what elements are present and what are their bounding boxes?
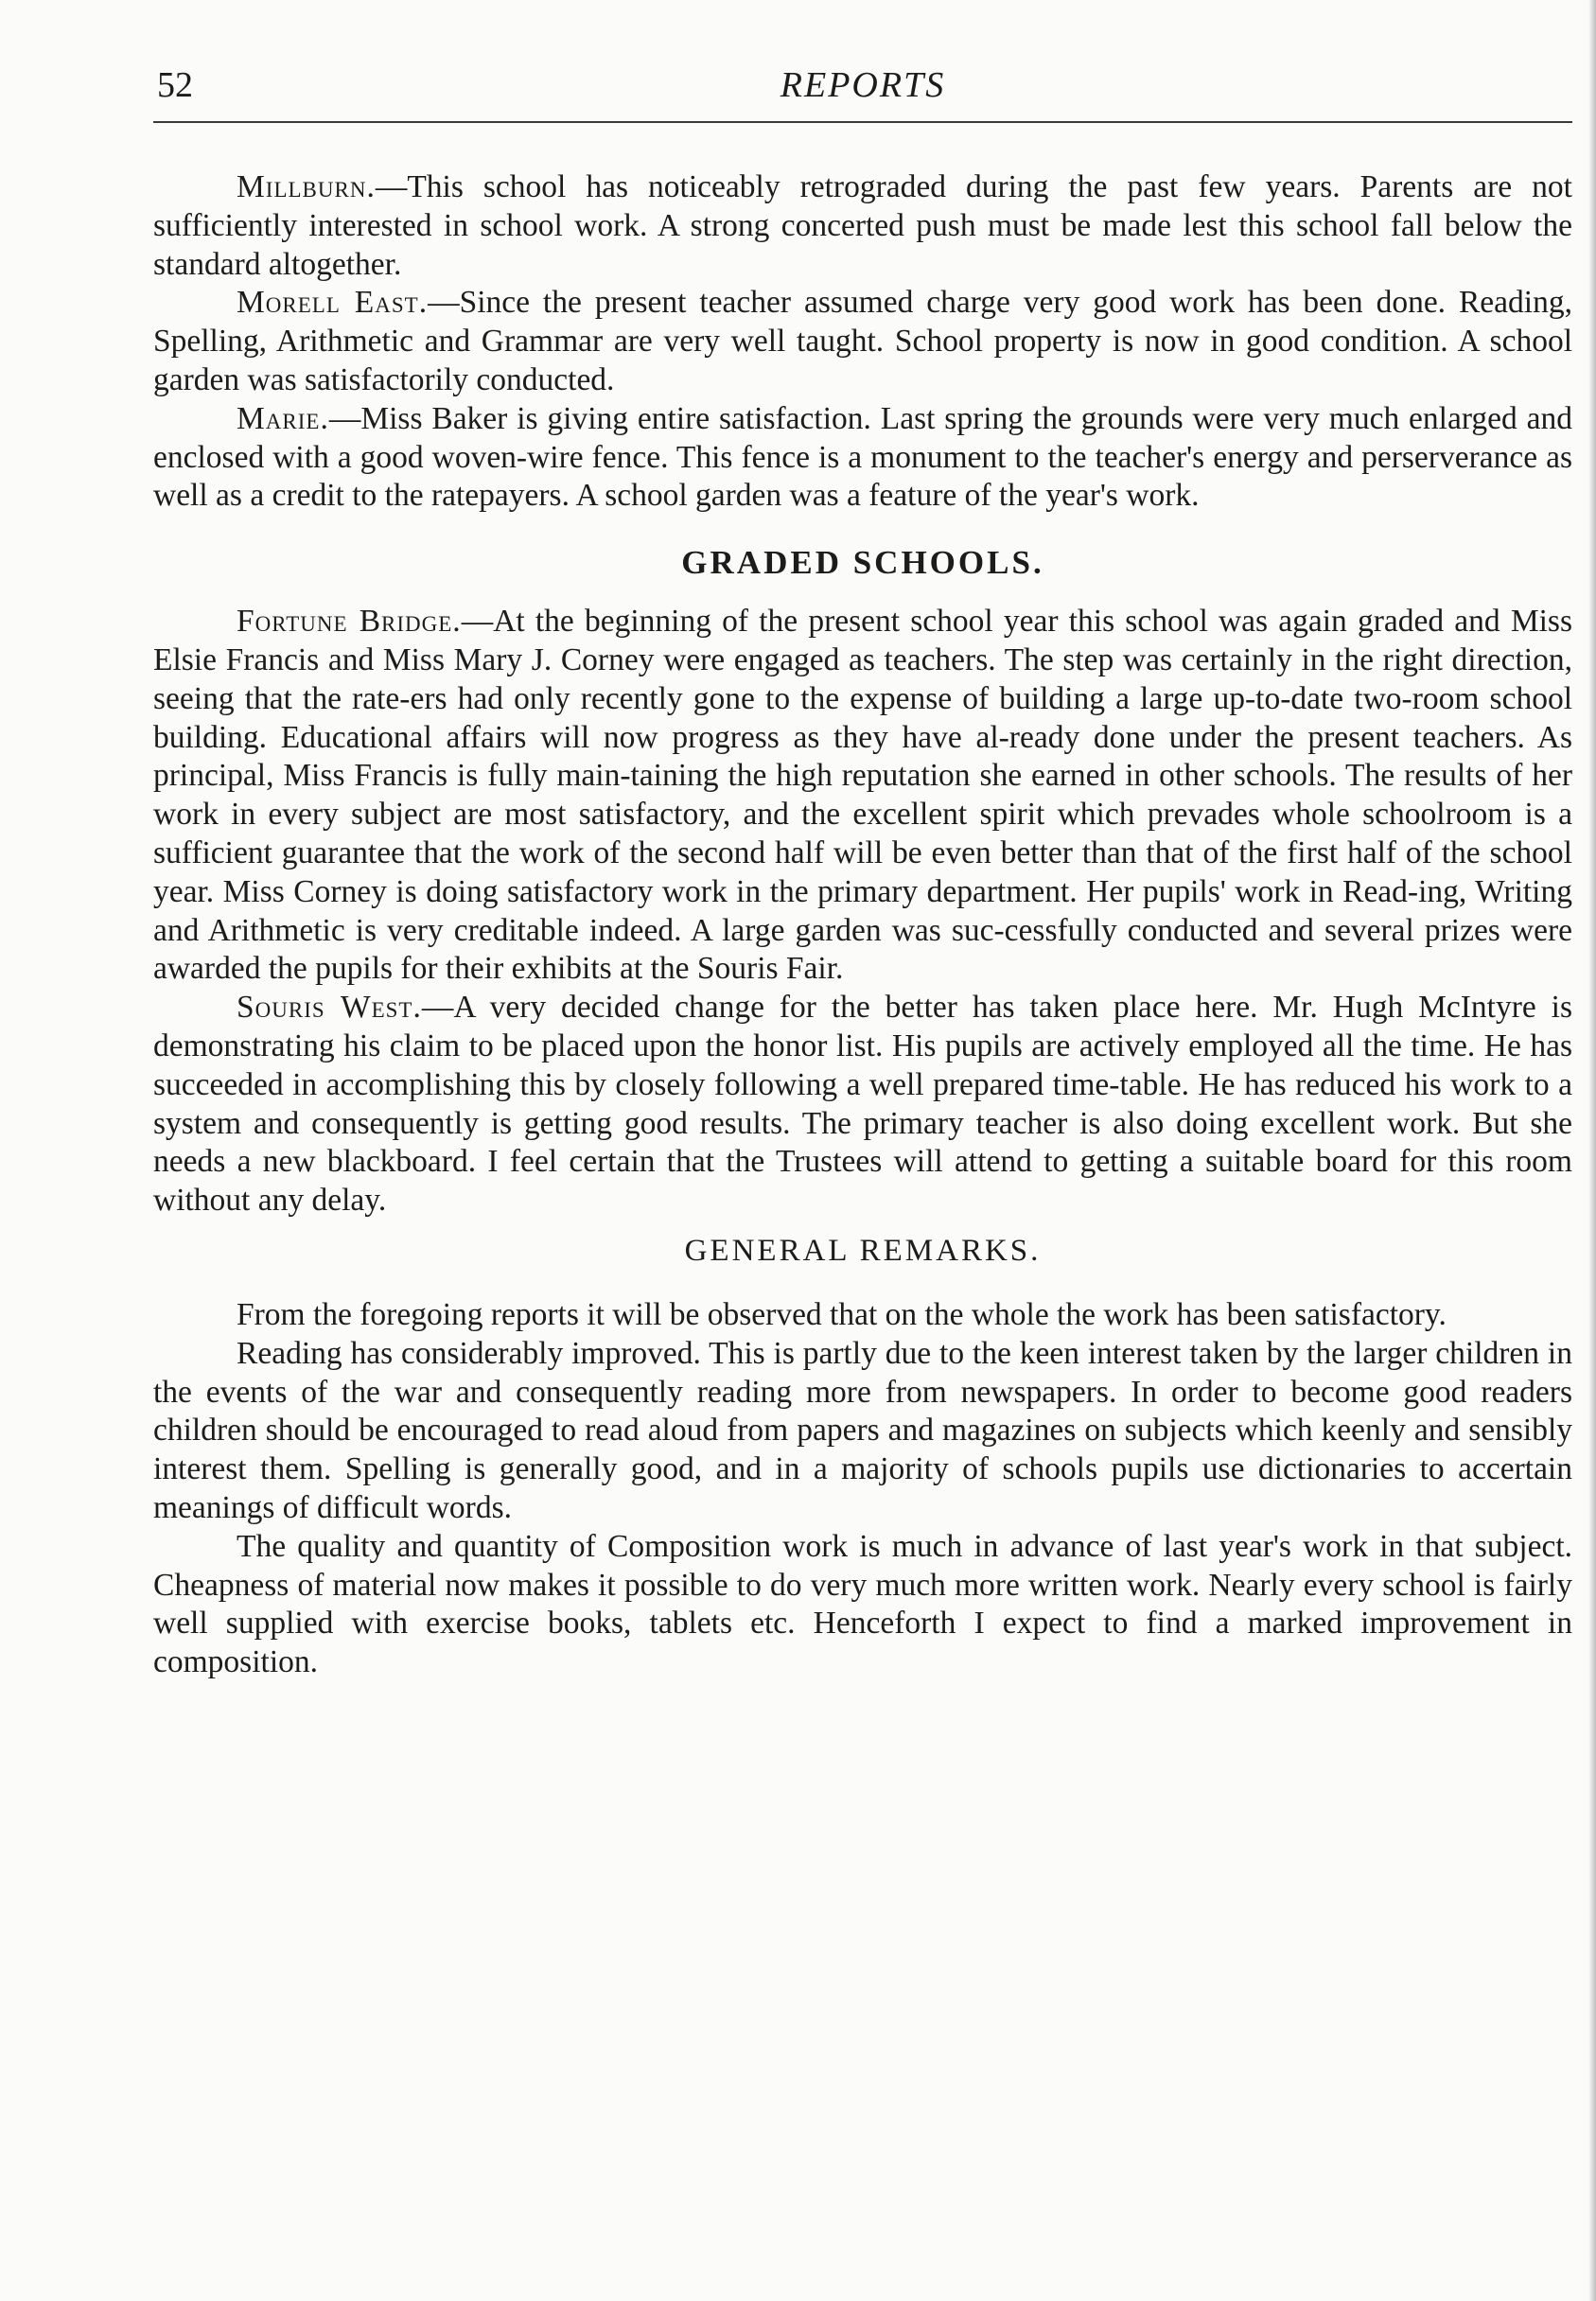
report-text: —This school has noticeably retrograded during the past few years. Parents are not sufficiently interested in school work. A strong concerted push must be made lest this school fall below the standard altogether. — [153, 169, 1572, 282]
remarks-paragraph: The quality and quantity of Composition work is much in advance of last year's work in that subject. Cheapness of material now makes it possible to do very much more written work. Nearly every school is fairly well supplied with exercise books, tablets etc. Henceforth I expect to find a marked improvement in composition. — [153, 1528, 1572, 1680]
report-text: —A very decided change for the better has taken place here. Mr. Hugh McIntyre is demonstrating his claim to be placed upon the honor list. His pupils are actively employed all the time. He has succeeded in accomplishing this by closely following a well prepared time-table. He has reduced his work to a system and consequently is getting good results. The primary teacher is also doing excellent work. But she needs a new blackboard. I feel certain that the Trustees will attend to getting a suitable board for this room without any delay. — [153, 990, 1573, 1219]
school-name: Marie. — [237, 400, 329, 436]
page-header — [153, 57, 1572, 114]
school-name: Fortune Bridge. — [237, 604, 462, 640]
general-remarks-heading: GENERAL REMARKS. — [684, 1233, 1042, 1268]
report-paragraph-souris-west — [153, 989, 1572, 1221]
report-text: —Since the present teacher assumed charge very good work has been done. Reading, Spelling, Arithmetic and Grammar are very well taught. School property is now in good condition. A school garden was satisfactorily conducted. — [153, 285, 1572, 397]
report-paragraph-morell-east — [153, 284, 1572, 399]
running-title: REPORTS — [780, 65, 946, 105]
report-body — [153, 168, 1572, 1682]
header-rule — [153, 121, 1572, 123]
report-text: —Miss Baker is giving entire satisfaction. Last spring the grounds were very much enlarged and enclosed with a good woven-wire fence. This fence is a monument to the teacher's energy and perserverance as well as a credit to the ratepayers. A school garden was a feature of the year's work. — [153, 400, 1572, 514]
page-edge-shadow — [1588, 0, 1596, 2301]
page-number: 52 — [157, 65, 193, 105]
report-paragraph-millburn — [153, 168, 1572, 284]
report-paragraph-fortune-bridge — [153, 603, 1572, 989]
remarks-paragraph: From the foregoing reports it will be observed that on the whole the work has been satisfactory. — [237, 1296, 1447, 1332]
report-text: —At the beginning of the present school year this school was again graded and Miss Elsie Francis and Miss Mary J. Corney were engaged as teachers. The step was certainly in the right direction, seeing that the rate-ers had only recently gone to the expense of building a large up-to-date two-room school building. Educational affairs will now progress as they have al-ready done under the present teachers. As principal, Miss Francis is fully main-taining the high reputation she earned in other schools. The results of her work in every subject are most satisfactory, and the excellent spirit which prevades whole schoolroom is a sufficient guarantee that the work of the second half will be even better than that of the first half of the school year. Miss Corney is doing satisfactory work in the primary department. Her pupils' work in Read-ing, Writing and Arithmetic is very creditable indeed. A large garden was suc-cessfully conducted and several prizes were awarded the pupils for their exhibits at the Souris Fair. — [153, 604, 1572, 987]
report-paragraph-marie — [153, 400, 1572, 516]
school-name: Millburn. — [237, 169, 376, 204]
remarks-paragraph: Reading has considerably improved. This is partly due to the keen interest taken by the larger children in the events of the war and consequently reading more from newspapers. In order to become good readers children should be encouraged to read aloud from papers and magazines on subjects which keenly and sensibly interest them. Spelling is generally good, and in a majority of schools pupils use dictionaries to accertain meanings of difficult words. — [153, 1335, 1572, 1525]
graded-schools-heading: GRADED SCHOOLS. — [681, 544, 1044, 582]
school-name: Souris West. — [237, 990, 422, 1026]
school-name: Morell East. — [237, 285, 429, 321]
